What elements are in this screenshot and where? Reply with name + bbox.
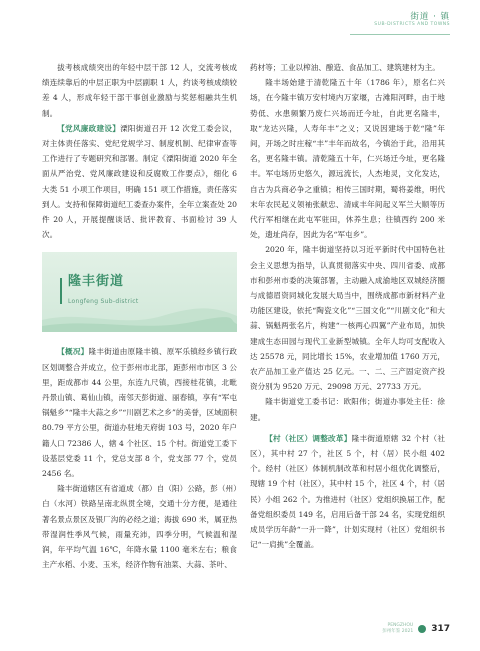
right-column (250, 60, 445, 553)
paragraph-leadership: 隆丰街道党工委书记：欧阳伟；街道办事处主任：徐建。 (250, 397, 445, 422)
header-subtitle: SUB-DISTRICTS AND TOWNS (374, 22, 450, 27)
section-tag-overview: 【概况】 (57, 347, 89, 357)
paragraph-village-reform (250, 431, 445, 553)
header-title-block (350, 10, 450, 27)
paragraph-2020-summary: 2020 年，隆丰街道坚持以习近平新时代中国特色社会主义思想为指导，认真贯彻落实中央、四川省委、成都市和彭州市委的决策部署，主动融入成渝地区双城经济圈与成德眉资同城化发展大局当中，围绕成都市新材料产业功能区建设，依托“陶瓷文化”“三国文化”“川剧文化”和大蒜、锅魁两张名片，构建“一核两心四翼”产业布局，加快建成生态田园与现代工业新型城镇。全年人均可支配收入达 25578 元，同比增长 15%，农业增加值 1760 万元，农产品加工业产值达 25 亿元。一、二、三产固定资产投资分别为 9520 万元、29098 万元、27733 万元。 (250, 245, 445, 392)
publication-mark: PENGZHOU 彭州年鉴 2021 (382, 623, 414, 634)
paragraph-text: 隆丰街道原辖 32 个村（社区），其中村 27 个，社区 5 个，村（居）民小组 402 个。经村（社区）体制机制改革和村居小组优化调整后，现辖 19 个村（社区），其中村 15 个，社区 4 个，村（居民）小组 262 个。为推进村（社区）党组织换届工作，配备党组织委员 149 名，启用后备干部 24 名，实现党组织成员学历年龄“一升一降”，计划实现村（社区）党组织书记“一肩挑”全覆盖。 (250, 433, 445, 550)
header-title: 街道 · 镇 (410, 12, 450, 22)
page-dot-icon (418, 625, 426, 633)
banner-title: 隆丰街道 (68, 274, 125, 290)
paragraph-party-integrity (42, 121, 237, 243)
paragraph-text: 溧阳街道召开 12 次党工委会议，对主体责任落实、党纪党规学习、制度机制、纪律审查等工作进行了专题研究和部署。制定《溧阳街道 2020 年全面从严治党、党风廉政建设和反腐败工作要点》，细化 6 大类 51 小项工作项目，明确 151 项工作措施，责任落实到人。支持和保障街道纪工委查办案件，全年立案查处 20 件 20 人，开展提醒谈话、批评教育、书面检讨 39 人次。 (42, 123, 237, 240)
paragraph-text: 隆丰街道由原隆丰镇、原军乐镇经乡镇行政区划调整合并成立，位于彭州市北部，距彭州市市区 3 公里，距成都市 44 公里，东连九尺镇，西接桂花镇，北毗丹景山镇、葛仙山镇，南邻天彭街道、丽春镇，享有“军屯锅魁乡”“隆丰大蒜之乡”“川剧艺术之乡”的美誉，区域面积 80.79 平方公里，街道办驻地天府街 103 号，2020 年户籍人口 72386 人，辖 4 个社区、15 个村。街道党工委下设基层党委 11 个，党总支部 8 个，党支部 77 个，党员 2456 名。 (42, 347, 237, 479)
paragraph-history: 隆丰场始建于清乾隆五十年（1786 年），原名仁兴场，在今隆丰镇万安村境内万家堰，古滩阳河畔，由于地势低、水患频繁乃废仁兴场而迁今址，自此更名隆丰，取“龙达兴隆，人寿年丰”之义；又说因建场于乾“隆”年间，开场之时庄稼“丰”丰年而故名，今镇治于此，沿用其名，更名隆丰镇。清乾隆五十年，仁兴场迁今址，更名隆丰。军屯场历史悠久，源远流长，人杰地灵，文化发达，自古为兵商必争之重镇；相传三国时期，蜀将姜维，明代末年农民起义领袖张献忠、清咸丰年间起义军兰大顺等历代行军相继在此屯军驻田，休养生息；往镇西约 200 米处，遗址尚存，因此为名“军屯乡”。 (250, 78, 445, 240)
paragraph-cadre-evaluation: 拔考核成绩突出的年轻中层干部 12 人，交流考核成绩连续靠后的中层正职为中层副职 1 人，约谈考核成绩较差 4 人，形成年轻干部干事创业激励与奖惩相融共生机制。 (42, 63, 237, 118)
banner-accent-bar (60, 278, 62, 304)
paragraph-industry: 药材等；工业以榨油、酿造、食品加工、建筑建材为主。 (250, 63, 440, 72)
page-footer (382, 623, 450, 635)
header-rule (350, 34, 450, 35)
paragraph-overview (42, 344, 237, 481)
district-banner (42, 252, 237, 332)
paragraph-geography: 隆丰街道辖区有省道成（都）自（阳）公路，彭（州）白（水河）铁路呈南北纵贯全境，交通十分方便，是通往著名景点景区及银厂沟的必经之道；海拔 690 米，属亚热带湿润性季风气候，雨量充沛，四季分明，气候温和湿润，年平均气温 16℃，年降水量 1100 毫米左右；粮食主产水稻、小麦、玉米，经济作物有油菜、大蒜、茶叶、 (42, 484, 237, 570)
banner-subtitle: Longfeng Sub-district (68, 298, 139, 306)
banner-wave-decoration (42, 302, 237, 332)
section-tag-village-reform: 【村（社区）调整改革】 (265, 433, 352, 443)
page-number: 317 (431, 624, 450, 634)
left-column (42, 60, 237, 572)
section-tag-party-integrity: 【党风廉政建设】 (57, 123, 121, 133)
